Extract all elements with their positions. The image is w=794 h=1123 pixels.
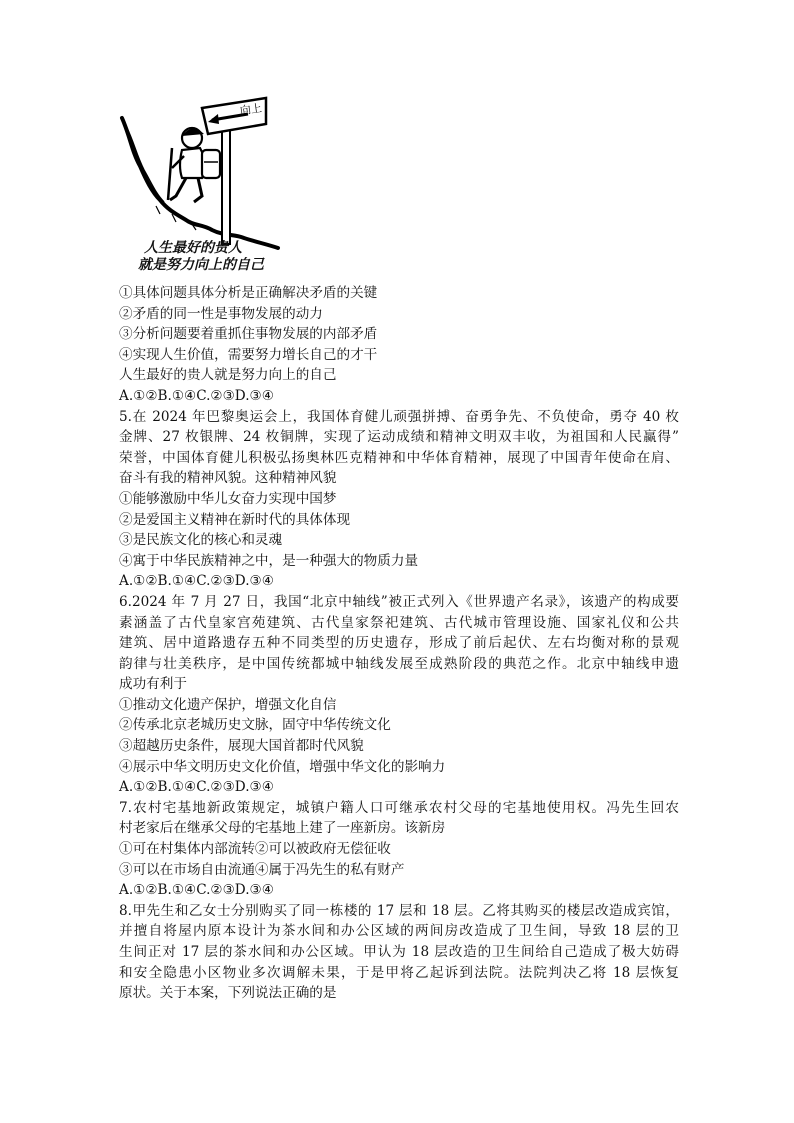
option-line: ③分析问题要着重抓住事物发展的内部矛盾 — [119, 326, 378, 343]
question-line: 6.2024 年 7 月 27 日，我国“北京中轴线”被正式列入《世界遗产名录》，该遗产的构成要 — [119, 593, 679, 610]
question-line: 成功有利于 — [119, 676, 187, 693]
question-line: 村老家后在继承父母的宅基地上建了一座新房。该新房 — [119, 820, 446, 837]
question-line: 原状。关于本案，下列说法正确的是 — [119, 985, 337, 1002]
option-line: ①推动文化遗产保护，增强文化自信 — [119, 696, 337, 713]
question-7 — [119, 798, 679, 901]
question-line: 韵律与壮美秩序，是中国传统都城中轴线发展至成熟阶段的典范之作。北京中轴线申遗 — [119, 655, 679, 672]
question-line: 荣誉，中国体育健儿积极弘扬奥林匹克精神和中华体育精神，展现了中国青年使命在肩、 — [119, 449, 679, 466]
option-line: ①具体问题具体分析是正确解决矛盾的关键 — [119, 285, 378, 301]
question-5 — [119, 407, 679, 592]
cartoon-sign-text: 向上 — [239, 101, 263, 118]
question-line: 和安全隐患小区物业多次调解未果，于是甲将乙起诉到法院。法院判决乙将 18 层恢复 — [119, 964, 679, 981]
question-line: 8.甲先生和乙女士分别购买了同一栋楼的 17 层和 18 层。乙将其购买的楼层改造成宾馆， — [119, 902, 679, 919]
answer-choices: A.①②B.①④C.②③D.③④ — [119, 882, 274, 899]
question-line: 5.在 2024 年巴黎奥运会上，我国体育健儿顽强拼搏、奋勇争先、不负使命，勇夺 40 枚 — [119, 408, 679, 425]
answer-choices: A.①②B.①④C.②③D.③④ — [119, 573, 274, 590]
answer-choices: A.①②B.①④C.②③D.③④ — [119, 779, 274, 796]
cartoon-caption-line: 人生最好的贵人 — [144, 240, 242, 256]
question-line: 7.农村宅基地新政策规定，城镇户籍人口可继承农村父母的宅基地使用权。冯先生回农 — [119, 799, 679, 816]
option-line: ③超越历史条件，展现大国首都时代风貌 — [119, 738, 364, 755]
option-line: ②传承北京老城历史文脉，固守中华传统文化 — [119, 717, 391, 734]
option-line: ③是民族文化的核心和灵魂 — [119, 532, 283, 549]
question-line: 素涵盖了古代皇家宫苑建筑、古代皇家祭祀建筑、古代城市管理设施、国家礼仪和公共 — [119, 614, 679, 631]
question-4-options — [119, 283, 679, 407]
option-line: ②矛盾的同一性是事物发展的动力 — [119, 305, 323, 322]
question-8 — [119, 901, 679, 1004]
question-line: 金牌、27 枚银牌、24 枚铜牌，实现了运动成绩和精神文明双丰收，为祖国和人民赢得” — [119, 429, 679, 446]
option-line: ②是爱国主义精神在新时代的具体体现 — [119, 511, 351, 528]
question-line: 奋斗有我的精神风貌。这种精神风貌 — [119, 470, 337, 487]
option-line: ④寓于中华民族精神之中，是一种强大的物质力量 — [119, 552, 419, 569]
option-line: 人生最好的贵人就是努力向上的自己 — [119, 367, 337, 384]
question-6 — [119, 592, 679, 798]
answer-choices: A.①②B.①④C.②③D.③④ — [119, 387, 274, 404]
option-line: ①可在村集体内部流转②可以被政府无偿征收 — [119, 841, 391, 858]
option-line: ④展示中华文明历史文化价值，增强中华文化的影响力 — [119, 758, 446, 775]
option-line: ④实现人生价值，需要努力增长自己的才干 — [119, 346, 378, 363]
cartoon-caption — [138, 240, 264, 274]
question-line: 并擅自将屋内原本设计为茶水间和办公区域的两间房改造成了卫生间，导致 18 层的卫 — [119, 923, 679, 940]
option-line: ③可以在市场自由流通④属于冯先生的私有财产 — [119, 861, 405, 878]
question-text — [119, 283, 679, 1004]
option-line: ①能够激励中华儿女奋力实现中国梦 — [119, 490, 337, 507]
cartoon-caption-line: 就是努力向上的自己 — [138, 257, 264, 273]
question-line: 建筑、居中道路遗存五种不同类型的历史遗存，形成了前后起伏、左右均衡对称的景观 — [119, 635, 679, 652]
question-line: 生间正对 17 层的茶水间和办公区域。甲认为 18 层改造的卫生间给自己造成了极大妨碍 — [119, 944, 679, 960]
